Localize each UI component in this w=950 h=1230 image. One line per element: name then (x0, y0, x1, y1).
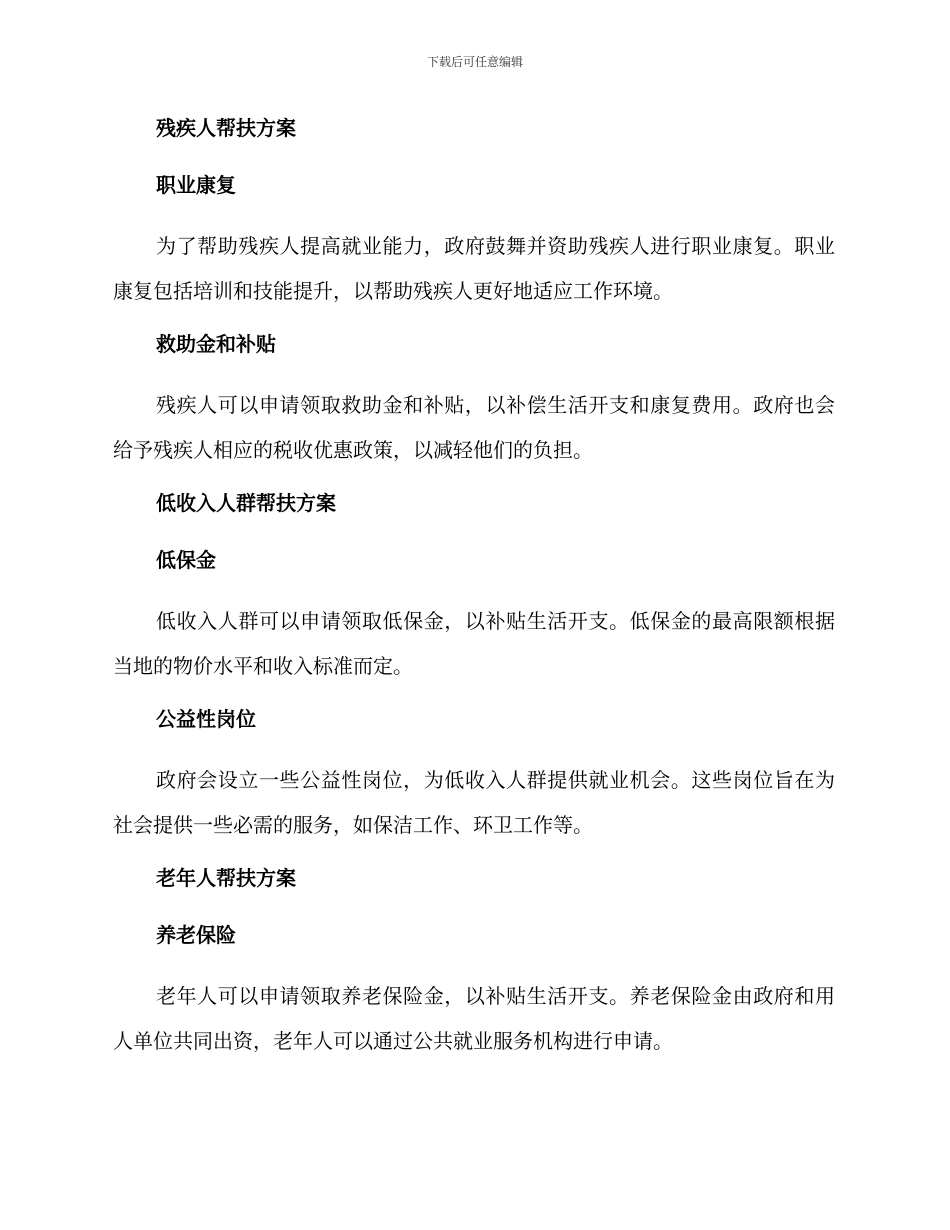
subsection-heading-minimum-allowance: 低保金 (156, 548, 216, 572)
subsection-heading-pension-insurance: 养老保险 (156, 923, 236, 947)
paragraph-pension-insurance: 老年人可以申请领取养老保险金，以补贴生活开支。养老保险金由政府和用人单位共同出资，老年人可以通过公共就业服务机构进行申请。 (113, 984, 835, 1053)
section-heading-low-income-aid: 低收入人群帮扶方案 (156, 491, 336, 515)
subsection-heading-vocational-rehab: 职业康复 (156, 173, 236, 197)
section-heading-elderly-aid: 老年人帮扶方案 (156, 866, 296, 890)
paragraph-vocational-rehab: 为了帮助残疾人提高就业能力，政府鼓舞并资助残疾人进行职业康复。职业康复包括培训和技能提升，以帮助残疾人更好地适应工作环境。 (113, 234, 835, 303)
paragraph-public-welfare-jobs: 政府会设立一些公益性岗位，为低收入人群提供就业机会。这些岗位旨在为社会提供一些必需的服务，如保洁工作、环卫工作等。 (113, 768, 835, 837)
section-heading-disabled-aid: 残疾人帮扶方案 (156, 116, 296, 140)
subsection-heading-public-welfare-jobs: 公益性岗位 (156, 707, 256, 731)
paragraph-relief-subsidy: 残疾人可以申请领取救助金和补贴，以补偿生活开支和康复费用。政府也会给予残疾人相应的税收优惠政策，以减轻他们的负担。 (113, 393, 835, 462)
page-header-note: 下载后可任意编辑 (426, 55, 523, 69)
subsection-heading-relief-subsidy: 救助金和补贴 (156, 332, 276, 356)
document-body (113, 110, 835, 1076)
paragraph-minimum-allowance: 低收入人群可以申请领取低保金，以补贴生活开支。低保金的最高限额根据当地的物价水平和收入标准而定。 (113, 609, 835, 678)
